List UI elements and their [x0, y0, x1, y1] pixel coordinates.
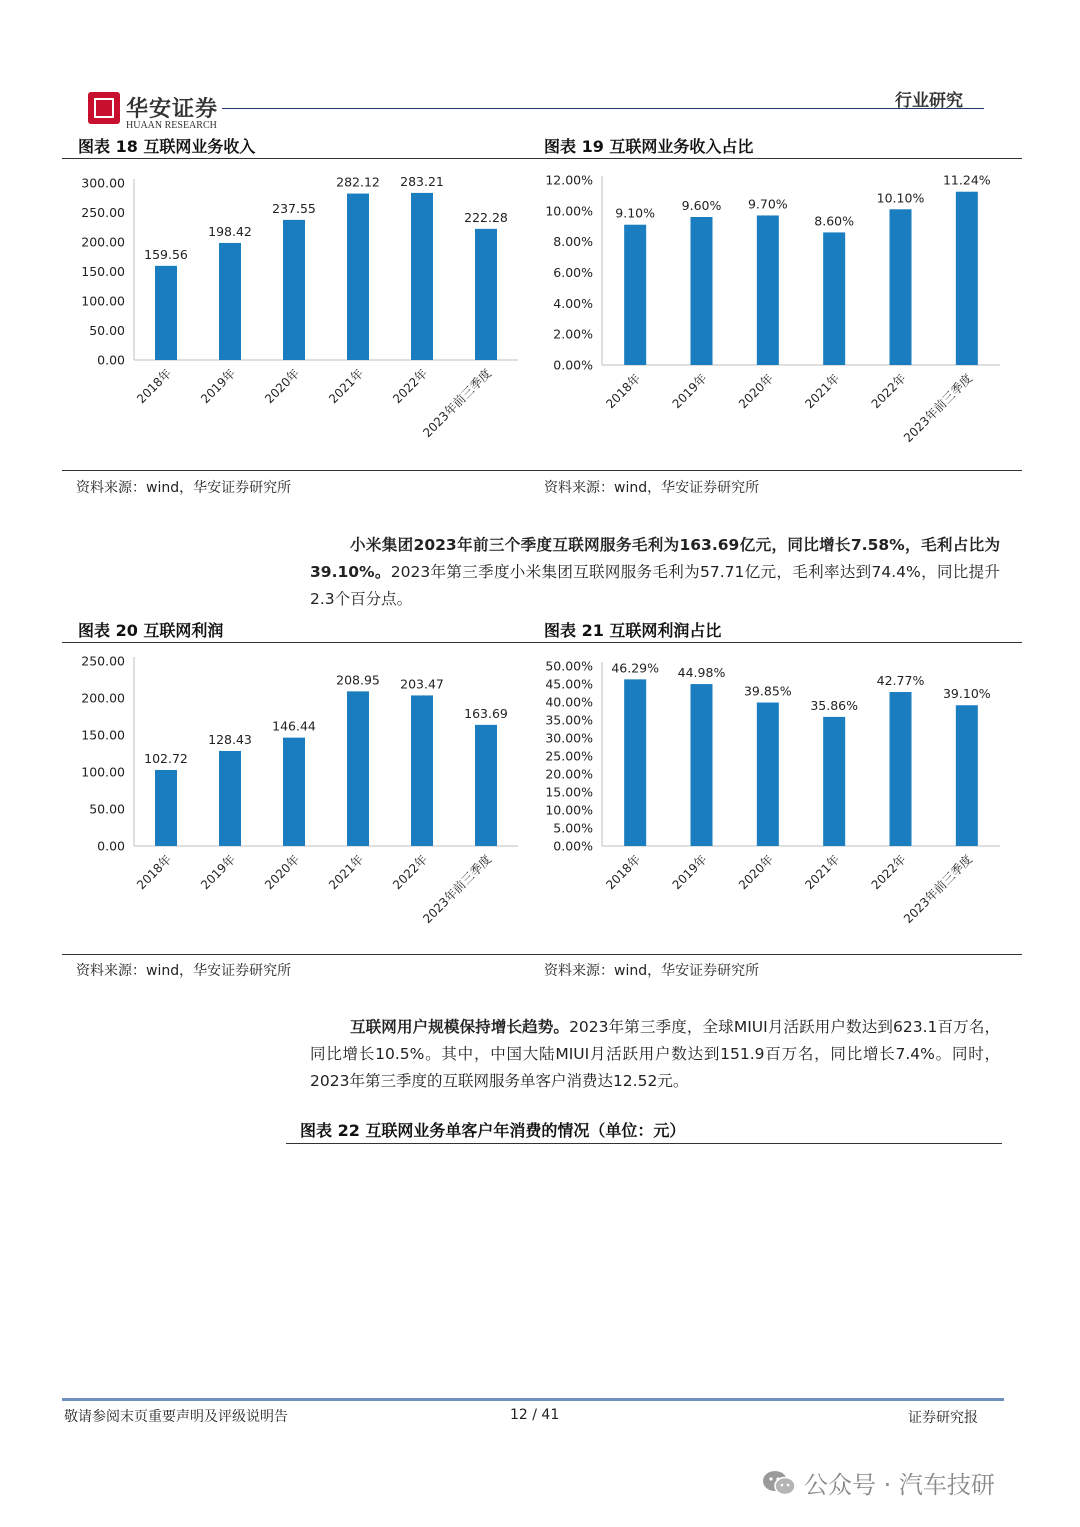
- data-label: 102.72: [144, 750, 188, 766]
- logo-seal-icon: [88, 92, 120, 124]
- bar: [219, 751, 241, 846]
- data-label: 9.60%: [681, 198, 722, 213]
- y-tick-label: 30.00%: [545, 730, 593, 746]
- data-label: 146.44: [272, 718, 316, 734]
- bar: [691, 684, 713, 846]
- bar: [283, 738, 305, 846]
- bar: [219, 243, 241, 360]
- x-tick-label: 2022年: [390, 366, 431, 407]
- chart-22-title: 图表 22 互联网业务单客户年消费的情况（单位：元）: [300, 1121, 686, 1140]
- logo-text: 华安证券: [126, 96, 219, 122]
- footer-divider: [62, 1398, 1004, 1401]
- data-label: 163.69: [464, 705, 508, 721]
- data-label: 46.29%: [611, 660, 660, 676]
- y-tick-label: 50.00%: [545, 658, 593, 674]
- data-label: 198.42: [208, 223, 252, 239]
- bar: [691, 217, 713, 365]
- page-number: 12 / 41: [510, 1407, 560, 1423]
- paragraph-gross-profit-body: 2023年第三季度小米集团互联网服务毛利为57.71亿元，毛利率达到74.4%，同比提升2.3个百分点。: [310, 563, 1001, 608]
- bar: [757, 215, 779, 365]
- data-label: 39.10%: [942, 686, 991, 702]
- y-tick-label: 0.00%: [553, 838, 593, 854]
- chart-21-title: 图表 21 互联网利润占比: [544, 621, 722, 640]
- data-label: 9.10%: [615, 205, 656, 221]
- y-tick-label: 45.00%: [545, 676, 593, 692]
- bar: [347, 194, 369, 360]
- bar: [624, 679, 646, 846]
- y-tick-label: 100.00: [81, 764, 125, 780]
- paragraph-gross-profit: [310, 532, 1000, 613]
- data-label: 42.77%: [876, 673, 925, 689]
- x-tick-label: 2021年: [802, 371, 843, 412]
- data-label: 9.70%: [747, 196, 788, 212]
- y-tick-label: 0.00%: [553, 357, 593, 373]
- chart-row1-bottom-rule: [62, 470, 1022, 471]
- chart-20-title: 图表 20 互联网利润: [78, 621, 224, 640]
- y-tick-label: 4.00%: [553, 295, 593, 311]
- bar: [283, 220, 305, 360]
- x-tick-label: 2022年: [868, 371, 909, 412]
- data-label: 44.98%: [677, 665, 726, 681]
- bar: [956, 192, 978, 365]
- y-tick-label: 20.00%: [545, 766, 593, 782]
- x-tick-label: 2021年: [326, 366, 367, 407]
- bar: [823, 717, 845, 846]
- data-label: 282.12: [336, 174, 380, 190]
- bar: [757, 703, 779, 846]
- data-label: 283.21: [400, 173, 444, 189]
- data-label: 159.56: [144, 246, 188, 262]
- chart-19-source: 资料来源：wind，华安证券研究所: [544, 480, 760, 496]
- chart-18: [62, 160, 530, 465]
- y-tick-label: 15.00%: [545, 784, 593, 800]
- y-tick-label: 150.00: [81, 727, 125, 743]
- logo-subtitle: HUAAN RESEARCH: [126, 120, 217, 131]
- footer-report-type: 证券研究报: [908, 1410, 978, 1426]
- x-tick-label: 2020年: [262, 852, 303, 893]
- bar: [475, 229, 497, 360]
- chart-row1-top-rule: [62, 158, 1022, 159]
- bar: [155, 266, 177, 360]
- x-tick-label: 2019年: [669, 371, 710, 412]
- data-label: 128.43: [208, 731, 252, 747]
- y-tick-label: 200.00: [81, 690, 125, 706]
- section-label: 行业研究: [895, 91, 963, 111]
- data-label: 35.86%: [810, 697, 859, 713]
- data-label: 237.55: [272, 200, 316, 216]
- bar: [347, 691, 369, 846]
- y-tick-label: 50.00: [89, 801, 125, 817]
- chart-19: [530, 160, 1022, 465]
- x-tick-label: 2020年: [735, 852, 776, 893]
- chart-18-source: 资料来源：wind，华安证券研究所: [76, 480, 292, 496]
- x-tick-label: 2018年: [134, 852, 175, 893]
- x-tick-label: 2019年: [669, 852, 710, 893]
- paragraph-user-scale: [310, 1014, 1000, 1095]
- data-label: 8.60%: [814, 213, 855, 229]
- y-tick-label: 35.00%: [545, 712, 593, 728]
- chart-20-source: 资料来源：wind，华安证券研究所: [76, 963, 292, 979]
- data-label: 208.95: [336, 672, 380, 688]
- chart-row2-bottom-rule: [62, 954, 1022, 955]
- y-tick-label: 2.00%: [553, 326, 593, 342]
- chart-row2-top-rule: [62, 642, 1022, 643]
- paragraph-user-scale-lead: 互联网用户规模保持增长趋势。: [350, 1018, 570, 1036]
- bar: [823, 232, 845, 365]
- x-tick-label: 2021年: [802, 852, 843, 893]
- y-tick-label: 50.00: [89, 323, 125, 338]
- x-tick-label: 2019年: [198, 852, 239, 893]
- x-tick-label: 2021年: [326, 852, 367, 893]
- data-label: 222.28: [464, 209, 508, 225]
- watermark: [762, 1465, 995, 1500]
- bar: [155, 770, 177, 846]
- x-tick-label: 2023年前三季度: [420, 366, 495, 441]
- y-tick-label: 8.00%: [553, 234, 593, 250]
- y-tick-label: 25.00%: [545, 748, 593, 764]
- y-tick-label: 40.00%: [545, 694, 593, 710]
- y-tick-label: 0.00: [97, 838, 125, 854]
- y-tick-label: 0.00: [97, 352, 125, 368]
- x-tick-label: 2018年: [603, 371, 644, 412]
- chart-19-title: 图表 19 互联网业务收入占比: [544, 137, 754, 156]
- bar: [411, 193, 433, 360]
- x-tick-label: 2020年: [735, 371, 776, 412]
- chart-21-source: 资料来源：wind，华安证券研究所: [544, 963, 760, 979]
- x-tick-label: 2018年: [603, 852, 644, 893]
- y-tick-label: 300.00: [81, 175, 125, 191]
- y-tick-label: 12.00%: [545, 172, 593, 188]
- chart-21: [530, 644, 1022, 949]
- x-tick-label: 2023年前三季度: [901, 371, 975, 446]
- y-tick-label: 250.00: [81, 653, 125, 669]
- x-tick-label: 2022年: [868, 852, 909, 893]
- bar: [956, 705, 978, 846]
- wechat-icon: [762, 1469, 796, 1497]
- y-tick-label: 6.00%: [553, 265, 593, 280]
- data-label: 39.85%: [743, 683, 792, 699]
- watermark-text: 公众号 · 汽车技研: [804, 1471, 995, 1499]
- paragraph-gross-profit-lead: 小米集团2023年前三个季度互联网服务毛利为163.69亿元，同比增长7.58%，毛利占比为39.10%。: [310, 536, 1000, 581]
- header-divider: [222, 108, 984, 109]
- y-tick-label: 150.00: [81, 264, 125, 279]
- y-tick-label: 100.00: [81, 293, 125, 309]
- y-tick-label: 10.00%: [545, 802, 593, 818]
- bar: [890, 209, 912, 365]
- x-tick-label: 2018年: [134, 366, 175, 407]
- data-label: 10.10%: [876, 190, 925, 206]
- y-tick-label: 10.00%: [545, 203, 593, 219]
- footer-disclaimer: 敬请参阅末页重要声明及评级说明告: [64, 1409, 288, 1425]
- x-tick-label: 2019年: [198, 366, 239, 407]
- bar: [411, 695, 433, 846]
- bar: [890, 692, 912, 846]
- chart-22-top-rule: [286, 1143, 1002, 1144]
- data-label: 203.47: [400, 676, 444, 692]
- data-label: 11.24%: [942, 172, 991, 188]
- y-tick-label: 250.00: [81, 205, 125, 220]
- x-tick-label: 2022年: [390, 852, 431, 893]
- x-tick-label: 2020年: [262, 366, 303, 407]
- paragraph-user-scale-body: 2023年第三季度，全球MIUI月活跃用户数达到623.1百万名，同比增长10.5%。其中，中国大陆MIUI月活跃用户数达到151.9百万名，同比增长7.4%。同时，2023年第三季度的互联网服务单客户消费达12.52元。: [310, 1018, 1000, 1090]
- chart-18-title: 图表 18 互联网业务收入: [78, 137, 256, 156]
- bar: [475, 725, 497, 846]
- bar: [624, 225, 646, 365]
- x-tick-label: 2023年前三季度: [420, 852, 495, 927]
- y-tick-label: 200.00: [81, 234, 125, 250]
- x-tick-label: 2023年前三季度: [901, 852, 975, 927]
- chart-20: [62, 644, 530, 949]
- y-tick-label: 5.00%: [553, 820, 593, 836]
